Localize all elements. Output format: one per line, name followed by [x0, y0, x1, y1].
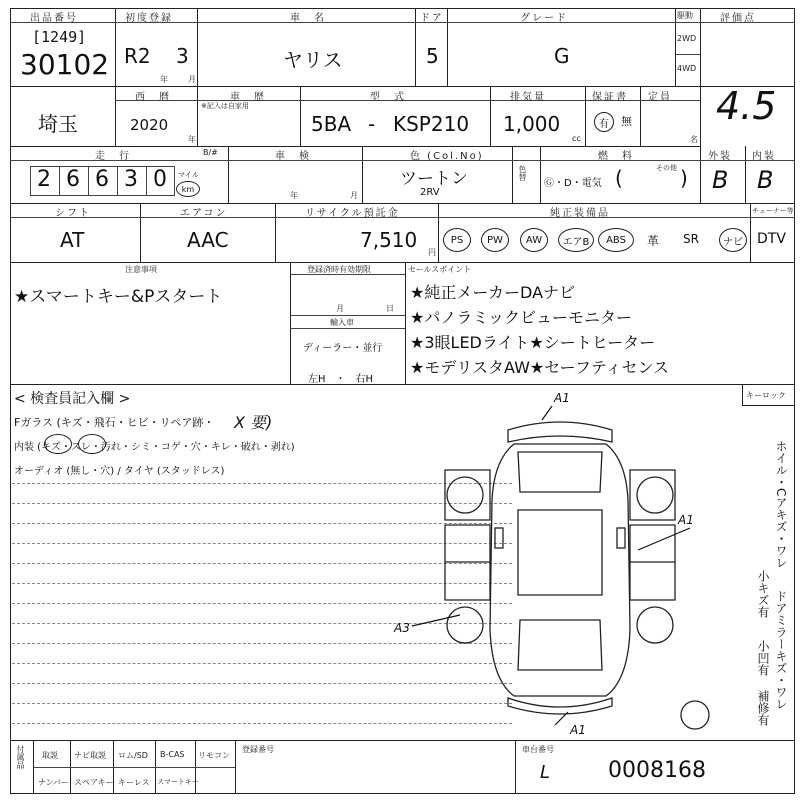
- mirror-left: [495, 528, 503, 548]
- drive-caption: 駆動: [677, 11, 693, 20]
- reg-month: 月: [336, 304, 344, 313]
- mileage-digit-5: 0: [153, 167, 167, 192]
- items-caption: 付属品: [16, 745, 25, 769]
- selling-point-4: ★モデリスタAW★セーフティセンス: [410, 358, 670, 377]
- interior: B: [757, 166, 774, 194]
- tuner-caption: チューナー等: [752, 207, 794, 215]
- chassis-mark: L: [540, 762, 551, 783]
- mileage-digit-3: 6: [95, 167, 109, 192]
- tuner: DTV: [757, 231, 786, 247]
- score: 4.5: [716, 84, 777, 128]
- trunk: [518, 620, 602, 670]
- fuel-caption: 燃 料: [598, 151, 634, 162]
- capacity-unit: 名: [690, 135, 698, 144]
- item-spare-key: スペアキー: [74, 778, 114, 787]
- grade-caption: グレード: [520, 13, 568, 24]
- caution-text: ★スマートキー&Pスタート: [14, 287, 223, 307]
- model-prefix: 5BA: [311, 112, 352, 136]
- drive-2wd: 2WD: [677, 34, 697, 43]
- right-doors: [630, 525, 675, 600]
- western-year: 2020: [130, 116, 169, 134]
- color-change-caption: 色替: [518, 165, 527, 181]
- western-year-unit: 年: [188, 135, 196, 144]
- equip-navi: ナビ: [719, 228, 747, 252]
- fuel-other: その他: [656, 164, 677, 172]
- wheel-spare: [681, 701, 709, 729]
- windshield-mark: X 要): [234, 413, 273, 432]
- lot-sub: [1249]: [32, 28, 87, 46]
- item-keyless: キーレス: [118, 778, 150, 787]
- chassis-caption: 車台番号: [522, 745, 554, 754]
- displacement-caption: 排気量: [510, 92, 546, 103]
- warranty-caption: 保証書: [592, 92, 628, 103]
- mileage-digit-4: 3: [124, 167, 138, 192]
- recycle: 7,510: [360, 228, 418, 252]
- meter-caption: B/#: [203, 148, 218, 157]
- warranty-no: 無: [621, 115, 632, 128]
- chassis-number: 0008168: [608, 758, 706, 783]
- wheel-rr: [637, 607, 673, 643]
- lot-caption: 出品番号: [30, 13, 78, 24]
- right-column-1: ホイル・Cアキズ・ワレ: [774, 440, 788, 569]
- ac-caption: エアコン: [180, 208, 228, 219]
- equip-aw: AW: [520, 228, 548, 252]
- ac: AAC: [187, 228, 229, 252]
- inspection-sub: ※記入は自家用: [201, 102, 249, 110]
- windshield-line: Fガラス (キズ・飛石・ヒビ・リペア跡・: [14, 416, 215, 429]
- left-doors: [445, 525, 490, 600]
- import-hand: 左H ・ 右H: [308, 374, 374, 385]
- lot-number: 30102: [20, 48, 110, 81]
- score-caption: 評価点: [720, 13, 756, 24]
- recycle-caption: リサイクル預託金: [305, 208, 400, 219]
- mark-right-door: A1: [678, 513, 694, 527]
- right-column-3: 小キズ有: [756, 570, 770, 618]
- item-bcas: B-CAS: [160, 750, 185, 759]
- front-bumper: [508, 422, 612, 442]
- right-column-2: ドアミラーキズ・ワレ: [774, 590, 788, 710]
- fuel-options: Ⓖ・D・電気: [544, 178, 602, 189]
- equipment-caption: 純正装備品: [550, 208, 610, 219]
- mileage-digit-2: 6: [66, 167, 80, 192]
- mileage-unit-km: km: [176, 181, 200, 197]
- exterior: B: [712, 166, 729, 194]
- selling-point-1: ★純正メーカーDAナビ: [410, 283, 576, 302]
- car-name-caption: 車 名: [290, 13, 326, 24]
- model-code: KSP210: [393, 112, 470, 136]
- mark-front: A1: [554, 391, 570, 405]
- shift-caption: シフト: [55, 208, 91, 219]
- interior-rub-mark: [78, 434, 106, 454]
- wheel-fr: [637, 477, 673, 513]
- interior-line: 内装 (キズ・スレ・汚れ・シミ・コゲ・穴・キレ・破れ・剥れ): [14, 442, 295, 453]
- doors: 5: [426, 44, 439, 68]
- equip-pw: PW: [481, 228, 509, 252]
- reg-number-caption: 登録番号: [242, 745, 274, 754]
- drive-4wd: 4WD: [677, 64, 697, 73]
- month-unit: 月: [188, 75, 196, 84]
- shift: AT: [60, 228, 85, 252]
- inspection-caption: 車 歴: [230, 92, 266, 103]
- car-diagram: [390, 391, 710, 740]
- fuel-paren: (: [615, 166, 623, 190]
- mark-left-rear: A3: [394, 621, 410, 635]
- wheel-fl: [447, 477, 483, 513]
- model-caption: 型 式: [370, 92, 406, 103]
- prefecture: 埼玉: [38, 112, 78, 136]
- right-column-4: 小凹有: [756, 640, 770, 676]
- exterior-caption: 外装: [708, 151, 732, 162]
- shaken-month: 月: [350, 191, 358, 200]
- color-code: 2RV: [420, 187, 440, 198]
- equip-airbag: エアB: [558, 228, 594, 252]
- capacity-caption: 定員: [648, 92, 672, 103]
- color-caption: 色 (Col.No): [410, 151, 484, 162]
- right-column-5: 補修有: [756, 690, 770, 726]
- grade: G: [554, 44, 570, 68]
- cc-unit: cc: [572, 134, 581, 143]
- audio-line: オーディオ (無し・穴) / タイヤ (スタッドレス): [14, 466, 225, 477]
- hood: [518, 452, 602, 492]
- car-name: ヤリス: [283, 48, 343, 72]
- first-reg-era: R2: [124, 44, 151, 68]
- car-body: [490, 444, 630, 696]
- item-navi-manual: ナビ取説: [74, 751, 106, 760]
- selling-caption: セールスポイント: [408, 265, 472, 274]
- shaken-year: 年: [290, 191, 298, 200]
- reg-day: 日: [386, 304, 394, 313]
- rear-bumper: [508, 698, 612, 714]
- interior-caption: 内装: [752, 151, 776, 162]
- equip-leather: 革: [647, 234, 660, 248]
- color: ツートン: [400, 169, 468, 189]
- item-smart-key: スマートキー: [157, 778, 199, 786]
- equip-ps: PS: [443, 228, 471, 252]
- mileage-digit-1: 2: [37, 167, 51, 192]
- item-manual: 取説: [42, 751, 58, 760]
- equip-abs: ABS: [598, 228, 634, 252]
- import-caption: 輸入車: [330, 318, 354, 327]
- equip-sr: SR: [683, 232, 699, 246]
- wheel-rl: [447, 607, 483, 643]
- fuel-paren-close: ): [680, 166, 688, 190]
- displacement: 1,000: [503, 112, 561, 136]
- item-remote: リモコン: [198, 751, 230, 760]
- roof: [518, 510, 602, 595]
- item-number: ナンバー: [38, 778, 70, 787]
- inspector-title: < 検査員記入欄 >: [14, 391, 131, 407]
- caution-caption: 注意事項: [125, 265, 157, 274]
- year-unit: 年: [160, 75, 168, 84]
- selling-point-2: ★パノラミックビューモニター: [410, 308, 633, 327]
- key-caption: キーロック: [746, 391, 786, 400]
- mark-rear: A1: [570, 723, 586, 737]
- interior-scratch-mark: [44, 434, 72, 454]
- western-year-caption: 西 暦: [135, 92, 171, 103]
- mileage-caption: 走 行: [95, 151, 131, 162]
- first-reg-month: 3: [176, 44, 189, 68]
- doors-caption: ドア: [420, 13, 444, 24]
- model-dash: -: [368, 112, 376, 136]
- warranty-yes: 有: [594, 112, 614, 132]
- import-dealer: ディーラー・並行: [303, 343, 383, 354]
- mileage-unit-mile: マイル: [178, 171, 199, 179]
- item-rom-sd: ロム/SD: [118, 751, 148, 760]
- first-reg-caption: 初度登録: [125, 13, 173, 24]
- selling-point-3: ★3眼LEDライト★シートヒーター: [410, 333, 656, 352]
- mirror-right: [617, 528, 625, 548]
- yen-unit: 円: [428, 248, 436, 257]
- shaken-caption: 車 検: [275, 151, 311, 162]
- reg-expire-caption: 登録済時有効期限: [307, 265, 371, 274]
